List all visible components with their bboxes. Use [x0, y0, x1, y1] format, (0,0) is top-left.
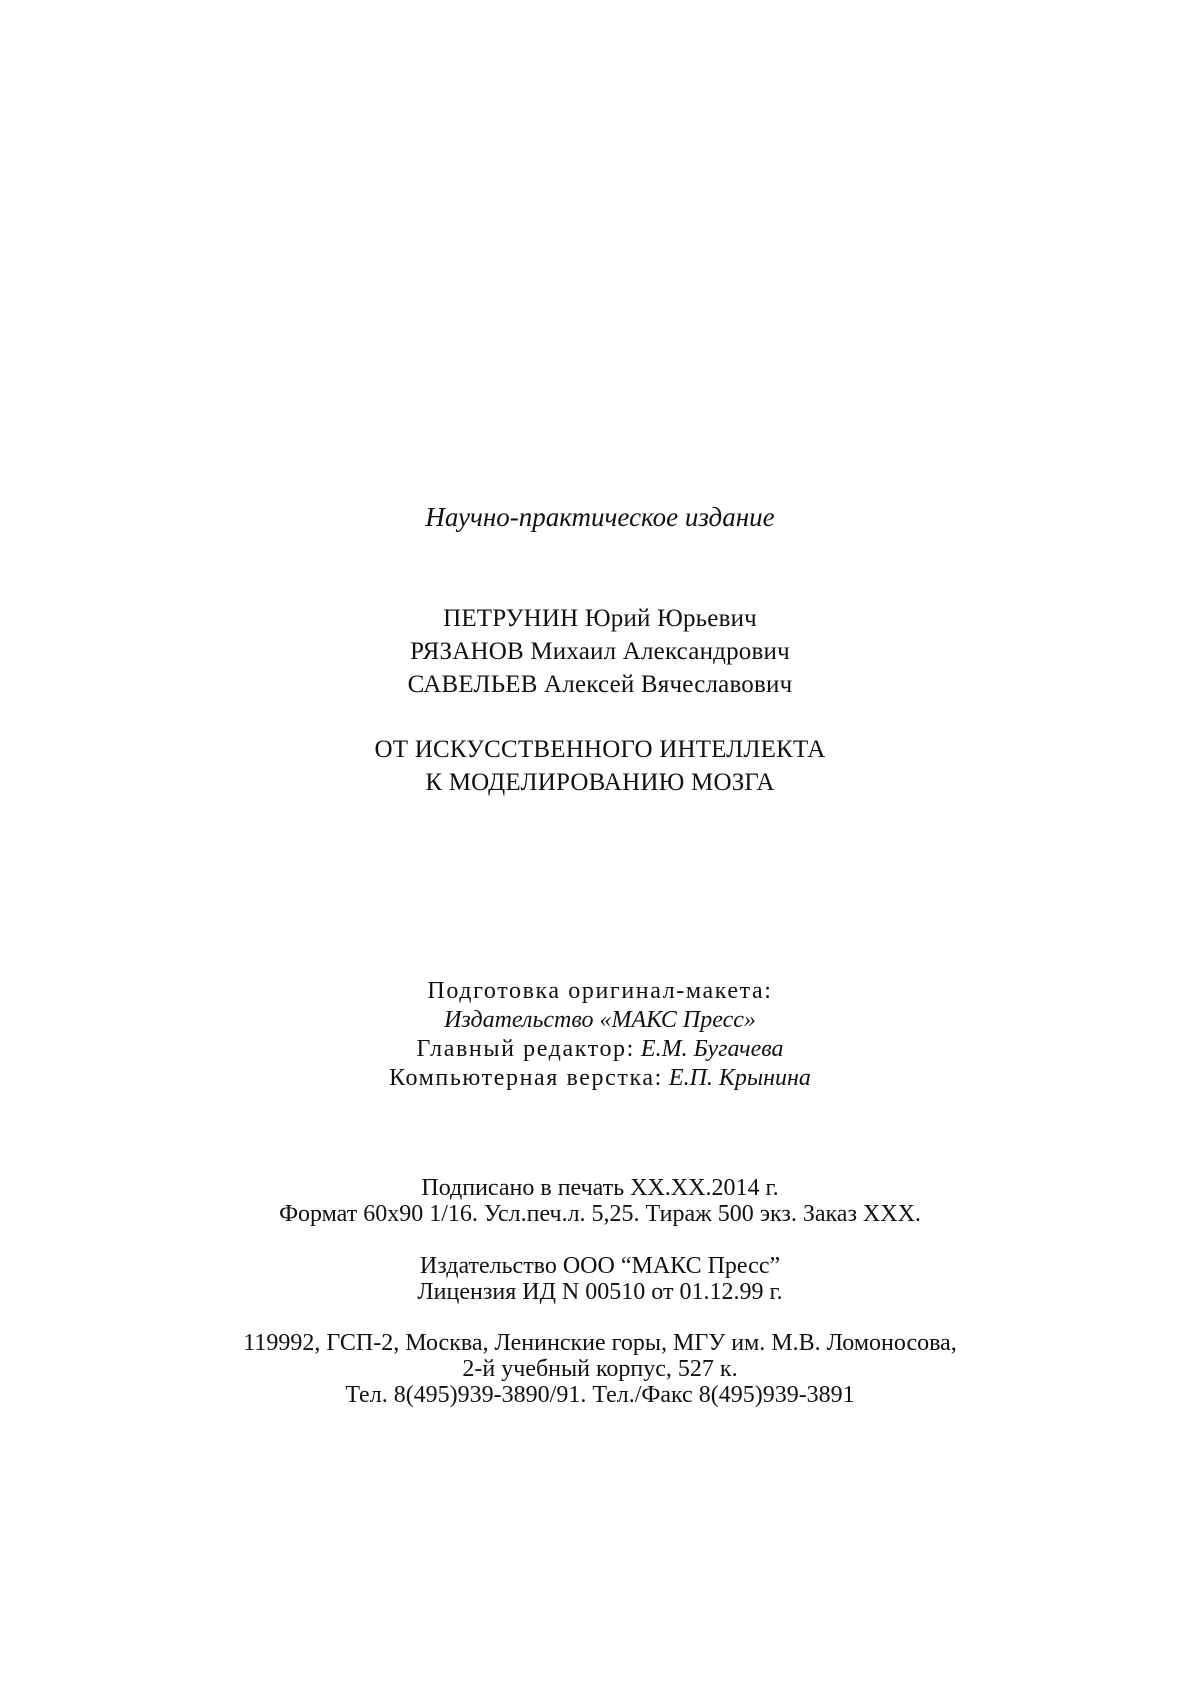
publisher-name: Издательство ООО “МАКС Пресс”: [419, 1253, 781, 1279]
layout-credit: [0, 1065, 1200, 1092]
author-2: РЯЗАНОВ Михаил Александрович: [410, 638, 790, 665]
prep-publisher: Издательство «МАКС Пресс»: [444, 1007, 756, 1033]
layout-label: Компьютерная верстка:: [389, 1065, 663, 1091]
chief-editor: [0, 1036, 1200, 1063]
address-phones: Тел. 8(495)939-3890/91. Тел./Факс 8(495)939-3891: [345, 1382, 855, 1408]
chief-editor-name: Е.М. Бугачева: [640, 1036, 784, 1062]
publisher-license: Лицензия ИД N 00510 от 01.12.99 г.: [417, 1279, 783, 1305]
address-line-2: 2-й учебный корпус, 527 к.: [462, 1356, 738, 1382]
print-format: Формат 60х90 1/16. Усл.печ.л. 5,25. Тираж 500 экз. Заказ XXX.: [279, 1201, 921, 1227]
author-1: ПЕТРУНИН Юрий Юрьевич: [443, 605, 757, 632]
prep-label: Подготовка оригинал-макета:: [427, 978, 773, 1004]
chief-editor-label: Главный редактор:: [416, 1036, 635, 1062]
address-line-1: 119992, ГСП-2, Москва, Ленинские горы, МГУ им. М.В. Ломоносова,: [243, 1330, 957, 1356]
book-title-line-1: ОТ ИСКУССТВЕННОГО ИНТЕЛЛЕКТА: [374, 736, 826, 763]
book-title-line-2: К МОДЕЛИРОВАНИЮ МОЗГА: [425, 769, 775, 796]
author-3: САВЕЛЬЕВ Алексей Вячеславович: [407, 671, 793, 698]
signed-to-print: Подписано в печать XX.XX.2014 г.: [421, 1175, 779, 1201]
edition-type: Научно-практическое издание: [425, 502, 775, 532]
layout-name: Е.П. Крынина: [668, 1065, 811, 1091]
